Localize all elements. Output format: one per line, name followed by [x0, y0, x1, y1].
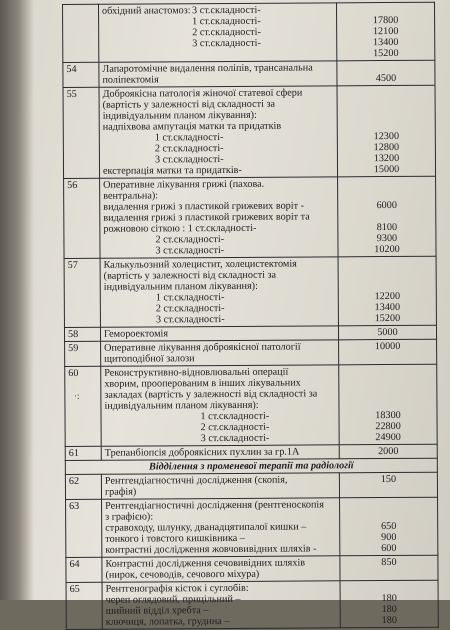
service-name: [101, 340, 339, 366]
service-line: 1 ст.складності-: [155, 292, 225, 304]
section-title: Відділення з променевої терапії та радіології: [65, 458, 437, 474]
price-cell: [340, 497, 438, 556]
service-line: череп оглядовий, прицільний –: [105, 593, 241, 606]
service-name: [102, 498, 340, 557]
price-cell: [338, 176, 436, 257]
row-number: 64: [66, 557, 102, 582]
price-value: 12300: [373, 130, 400, 143]
service-name: [102, 581, 340, 629]
service-line: 3 ст.складності-: [200, 432, 270, 445]
service-name: [100, 177, 338, 258]
service-line: 1 ст.складності-: [154, 132, 224, 144]
price-value: 150: [380, 473, 397, 486]
service-line: шийний відділ хребта –: [105, 605, 209, 617]
table-row: [66, 580, 438, 629]
service-line: Рентгенографія кісток і суглобів:: [105, 582, 249, 595]
price-value: 13400: [374, 301, 401, 314]
price-cell: [339, 364, 437, 445]
row-number: 59: [65, 341, 101, 366]
price-value: 900: [381, 531, 397, 544]
row-number: 62: [65, 474, 101, 499]
service-line: Трепанбіопсія доброякісних пухлин за гр.1А: [104, 446, 300, 459]
table-row: [65, 339, 437, 366]
price-value: 9300: [376, 232, 398, 245]
service-line: 3 ст.складності-: [192, 4, 261, 17]
service-line: видалення грижі з пластикой грижевих воріт -: [103, 200, 305, 213]
price-value: 650: [381, 520, 397, 533]
price-value: 2000: [378, 445, 399, 458]
service-line: вентральна):: [103, 190, 159, 202]
price-table: [62, 2, 439, 630]
table-row: [66, 497, 438, 557]
row-number: 65: [66, 582, 102, 629]
service-line: з графією):: [105, 511, 154, 523]
price-cell: [337, 85, 436, 177]
table-row: [64, 256, 436, 327]
service-line: 1 ст.складності-: [200, 410, 270, 423]
price-value: 17800: [372, 14, 399, 27]
service-line: 2 ст.складності-: [155, 303, 225, 315]
price-value: 18300: [375, 409, 401, 422]
service-line: хворим, прооперованим в інших лікувальних: [104, 377, 301, 390]
price-cell: [340, 555, 438, 581]
service-line: Лапаротомічне видалення поліпів, трансанальна: [102, 62, 313, 75]
service-line: щитоподібної залози: [104, 353, 195, 365]
price-cell: [339, 472, 437, 498]
table-row: [66, 555, 438, 582]
price-cell: [336, 2, 434, 61]
price-value: 5000: [377, 326, 398, 339]
service-name: [99, 3, 337, 62]
price-value: 10000: [374, 340, 401, 353]
service-name: [101, 445, 339, 460]
service-line: 2 ст.складності-: [192, 26, 261, 39]
service-name: [101, 473, 339, 499]
service-line: ключиця, лопатка, грудина –: [105, 615, 230, 628]
service-line: 2 ст.складності-: [154, 143, 224, 155]
price-cell: [338, 256, 436, 326]
service-line: графія): [104, 486, 137, 498]
price-cell: [339, 339, 437, 365]
row-number: 56: [64, 178, 100, 258]
service-line: Реконструктивно-відновлювальні операції: [104, 366, 289, 379]
service-line: поліпектомія: [102, 74, 159, 86]
row-number: 60: [65, 366, 101, 446]
service-line: індивідуальним планом лікування):: [104, 399, 259, 412]
price-value: 15200: [373, 47, 399, 60]
table-row: [65, 364, 437, 446]
price-value: 180: [381, 592, 397, 605]
price-value: 12800: [373, 141, 400, 154]
table-row: [64, 176, 436, 258]
price-value: 6000: [376, 199, 397, 212]
service-line: (вартість у залежності від складності за: [102, 98, 276, 111]
service-line: рожновою сіткою : 1 ст.складності-: [103, 222, 257, 235]
row-number: 57: [64, 258, 100, 327]
service-line: 2 ст.складності-: [155, 234, 225, 246]
row-number: 63: [66, 499, 102, 557]
service-line: контрастні дослідження жовчовивідних шляхів -: [105, 543, 317, 556]
service-line: надпіхвова ампутація матки та придатків: [102, 120, 282, 133]
service-line: закладах (вартість у залежності від складності за: [104, 388, 318, 401]
service-name: [102, 556, 340, 582]
price-value: 15000: [373, 163, 400, 176]
price-value: 12100: [372, 25, 399, 38]
service-line: Гемороектомія: [103, 328, 169, 340]
service-line: 3 ст.складності-: [154, 154, 224, 166]
price-value: 4500: [375, 72, 397, 85]
price-value: 180: [381, 614, 397, 627]
service-line: Контрастні дослідження сечовивідних шляхів: [105, 557, 306, 570]
service-name: [99, 61, 337, 87]
service-line: (вартість у залежності від складності за: [103, 269, 277, 282]
margin-mark: ·:: [74, 391, 80, 401]
price-cell: [339, 444, 437, 459]
service-name: [99, 86, 338, 178]
service-line: тонкого і товстого кишківника –: [105, 532, 246, 545]
table-row: [63, 60, 435, 87]
price-cell: [337, 60, 435, 86]
service-name: [101, 365, 339, 446]
service-line: Рентгендіагностичні дослідження (скопія,: [104, 474, 288, 487]
service-line: екстерпація матки та придатків-: [102, 164, 242, 177]
service-name: [100, 257, 338, 327]
price-value: 15200: [374, 312, 401, 325]
price-value: 10200: [374, 243, 400, 256]
row-number: 54: [63, 62, 99, 87]
service-line: обхідний анастомоз:: [102, 5, 191, 17]
price-value: 8100: [376, 221, 398, 234]
price-value: 13200: [373, 152, 400, 165]
service-line: 3 ст.складності-: [155, 314, 225, 326]
service-line: Оперативне лікування доброякісної патології: [104, 341, 301, 354]
price-value: 850: [381, 556, 397, 569]
service-line: Оперативне лікування грижі (пахова.: [103, 178, 265, 191]
service-line: видалення грижі з пластикой грижевих воріт та: [103, 211, 310, 224]
service-line: Доброякісна патологія жіночої статевої сфери: [102, 87, 303, 100]
service-line: стравоходу, шлунку, дванадцятипалої кишки –: [105, 521, 307, 534]
service-line: 3 ст.складності-: [155, 245, 225, 257]
price-value: 600: [381, 542, 397, 555]
price-value: 22800: [375, 420, 401, 433]
price-value: 180: [381, 603, 397, 616]
service-line: 3 ст.складності-: [192, 37, 261, 50]
service-line: індивідуальним планом лікування):: [103, 280, 258, 293]
service-line: Калькульозний холецистит, холецистектомія: [103, 258, 297, 271]
price-cell: [340, 580, 438, 628]
service-line: Рентгендіагностичні дослідження (рентгеноскопія: [105, 499, 324, 512]
service-line: (нирок, сечоводів, сечового міхура): [105, 568, 260, 581]
row-number: 55: [63, 87, 100, 178]
service-line: 2 ст.складності-: [200, 421, 270, 434]
service-name: [100, 326, 338, 341]
service-line: 1 ст.складності-: [192, 15, 261, 28]
price-value: 12200: [374, 290, 401, 303]
price-cell: [338, 325, 436, 340]
row-number: [63, 4, 99, 62]
row-number: 58: [64, 327, 100, 341]
table-row: [63, 2, 435, 62]
price-value: 13400: [372, 36, 399, 49]
price-value: 24900: [375, 431, 401, 444]
table-row: [63, 85, 436, 178]
service-line: індивідуальним планом лікування):: [102, 109, 257, 122]
table-row: [65, 472, 437, 499]
row-number: 61: [65, 446, 101, 460]
binding-shadow: [0, 0, 34, 600]
